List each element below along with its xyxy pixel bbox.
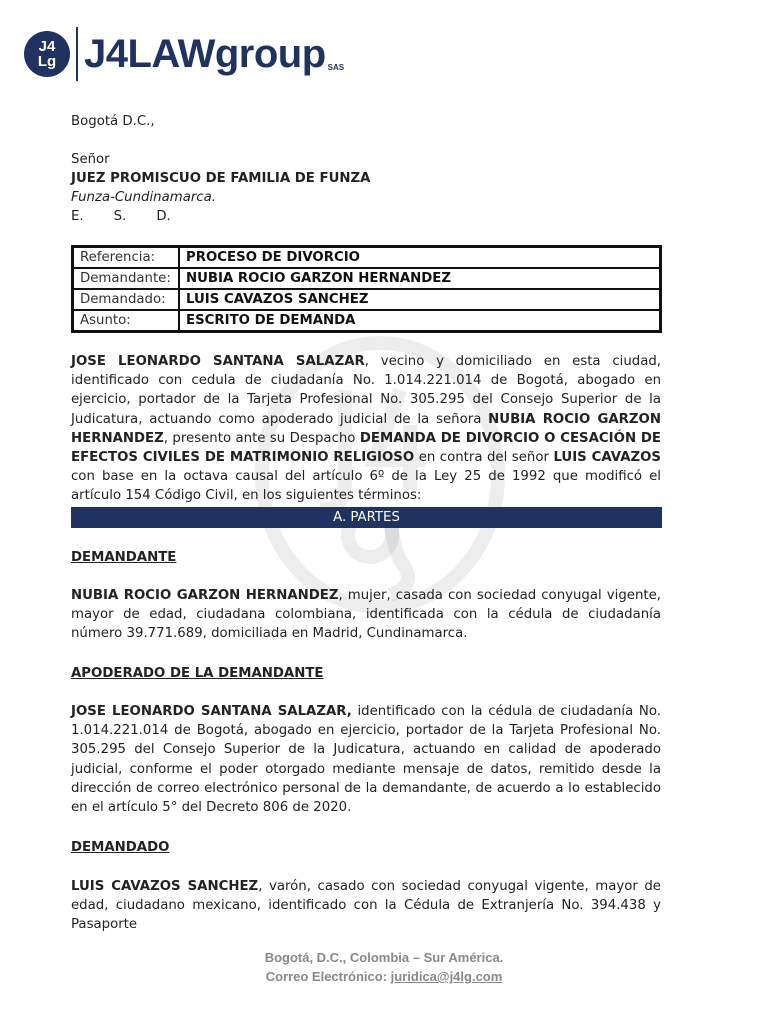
ref-value: PROCESO DE DIVORCIO: [179, 247, 660, 268]
intro-bold-2: NUBIA ROCIO GARZON HERNANDEZ: [71, 411, 661, 446]
company-logo: [24, 26, 344, 82]
salutation: Señor: [71, 152, 110, 167]
ref-key: Referencia:: [73, 247, 179, 268]
reference-table: [71, 245, 662, 333]
demandado-heading: DEMANDADO: [71, 840, 170, 855]
intro-bold-1: JOSE LEONARDO SANTANA SALAZAR: [71, 354, 365, 369]
addressee: JUEZ PROMISCUO DE FAMILIA DE FUNZA: [71, 171, 371, 186]
logo-brand-text: J4LAWgroup: [84, 31, 326, 76]
footer-email-line: [0, 967, 768, 986]
logo-badge-bottom: Lg: [37, 53, 57, 70]
logo-badge-top: J4: [38, 38, 56, 55]
intro-text-1: , vecino y domiciliado en esta ciudad, identificado con cedula de ciudadanía No. 1.014.221.014 de Bogotá, abogado en ejercicio, portador de la Tarjeta Profesional No. 305.295 del Consejo Superior de la Judicatura, actuando como apoderado judicial de la señora: [71, 354, 662, 427]
logo-badge: [24, 31, 70, 77]
demandante-text: , mujer, casada con sociedad conyugal vigente, mayor de edad, ciudadana colombiana, identificada con la cédula de ciudadanía número 39.771.689, domiciliada en Madrid, Cundinamarca.: [71, 588, 661, 642]
apoderado-paragraph: [71, 702, 661, 817]
ref-value: ESCRITO DE DEMANDA: [179, 310, 660, 331]
addressee-location: Funza-Cundinamarca.: [71, 190, 216, 205]
esd-d: D.: [156, 209, 171, 224]
intro-bold-3: DEMANDA DE DIVORCIO O CESACIÓN DE EFECTOS CIVILES DE MATRIMONIO RELIGIOSO: [71, 430, 661, 466]
footer-address: Bogotá, D.C., Colombia – Sur América.: [264, 950, 504, 965]
intro-paragraph: [71, 352, 661, 506]
esd-line: [71, 207, 171, 226]
footer-email-link[interactable]: juridica@j4lg.com: [390, 969, 503, 984]
ref-key: Asunto:: [73, 310, 179, 331]
table-row: [73, 289, 660, 310]
demandado-paragraph: [71, 877, 661, 935]
section-banner: A. PARTES: [71, 507, 662, 528]
city-date: Bogotá D.C.,: [71, 114, 155, 129]
apoderado-text: identificado con la cédula de ciudadanía No. 1.014.221.014 de Bogotá, abogado en ejercicio, portador de la Tarjeta Profesional No. 305.295 del Consejo Superior de la Judicatura, actuando en calidad de apoderado judicial, conforme el poder otorgado mediante mensaje de datos, remitido desde la dirección de correo electrónico personal de la demandante, de acuerdo a lo establecido en el artículo 5° del Decreto 806 de 2020.: [71, 704, 661, 816]
intro-text-2: , presento ante su Despacho: [163, 430, 360, 446]
table-row: [73, 268, 660, 289]
demandante-heading: DEMANDANTE: [71, 550, 177, 565]
esd-s: S.: [113, 209, 127, 224]
ref-key: Demandante:: [73, 268, 179, 289]
esd-e: E.: [71, 209, 84, 224]
demandado-name: LUIS CAVAZOS SANCHEZ: [71, 879, 259, 894]
footer-email-label: Correo Electrónico:: [265, 969, 391, 984]
intro-text-3: en contra del señor: [414, 450, 554, 466]
intro-text-4: con base en la octava causal del artículo 6º de la Ley 25 de 1992 que modificó el artículo 154 Código Civil, en los siguientes términos:: [71, 469, 661, 504]
table-row: [73, 247, 660, 268]
apoderado-name: JOSE LEONARDO SANTANA SALAZAR,: [71, 704, 352, 719]
logo-suffix: SAS: [327, 63, 345, 72]
intro-bold-4: LUIS CAVAZOS: [553, 450, 662, 466]
ref-value: LUIS CAVAZOS SANCHEZ: [179, 289, 660, 310]
apoderado-heading: APODERADO DE LA DEMANDANTE: [71, 666, 324, 681]
table-row: [73, 310, 660, 331]
ref-key: Demandado:: [73, 289, 179, 310]
logo-divider: [76, 27, 78, 81]
demandado-text: , varón, casado con sociedad conyugal vigente, mayor de edad, ciudadano mexicano, identificado con la Cédula de Extranjería No. 394.438 y Pasaporte: [71, 879, 661, 933]
ref-value: NUBIA ROCIO GARZON HERNANDEZ: [179, 268, 660, 289]
demandante-name: NUBIA ROCIO GARZON HERNANDEZ: [71, 588, 339, 603]
demandante-paragraph: [71, 586, 661, 644]
